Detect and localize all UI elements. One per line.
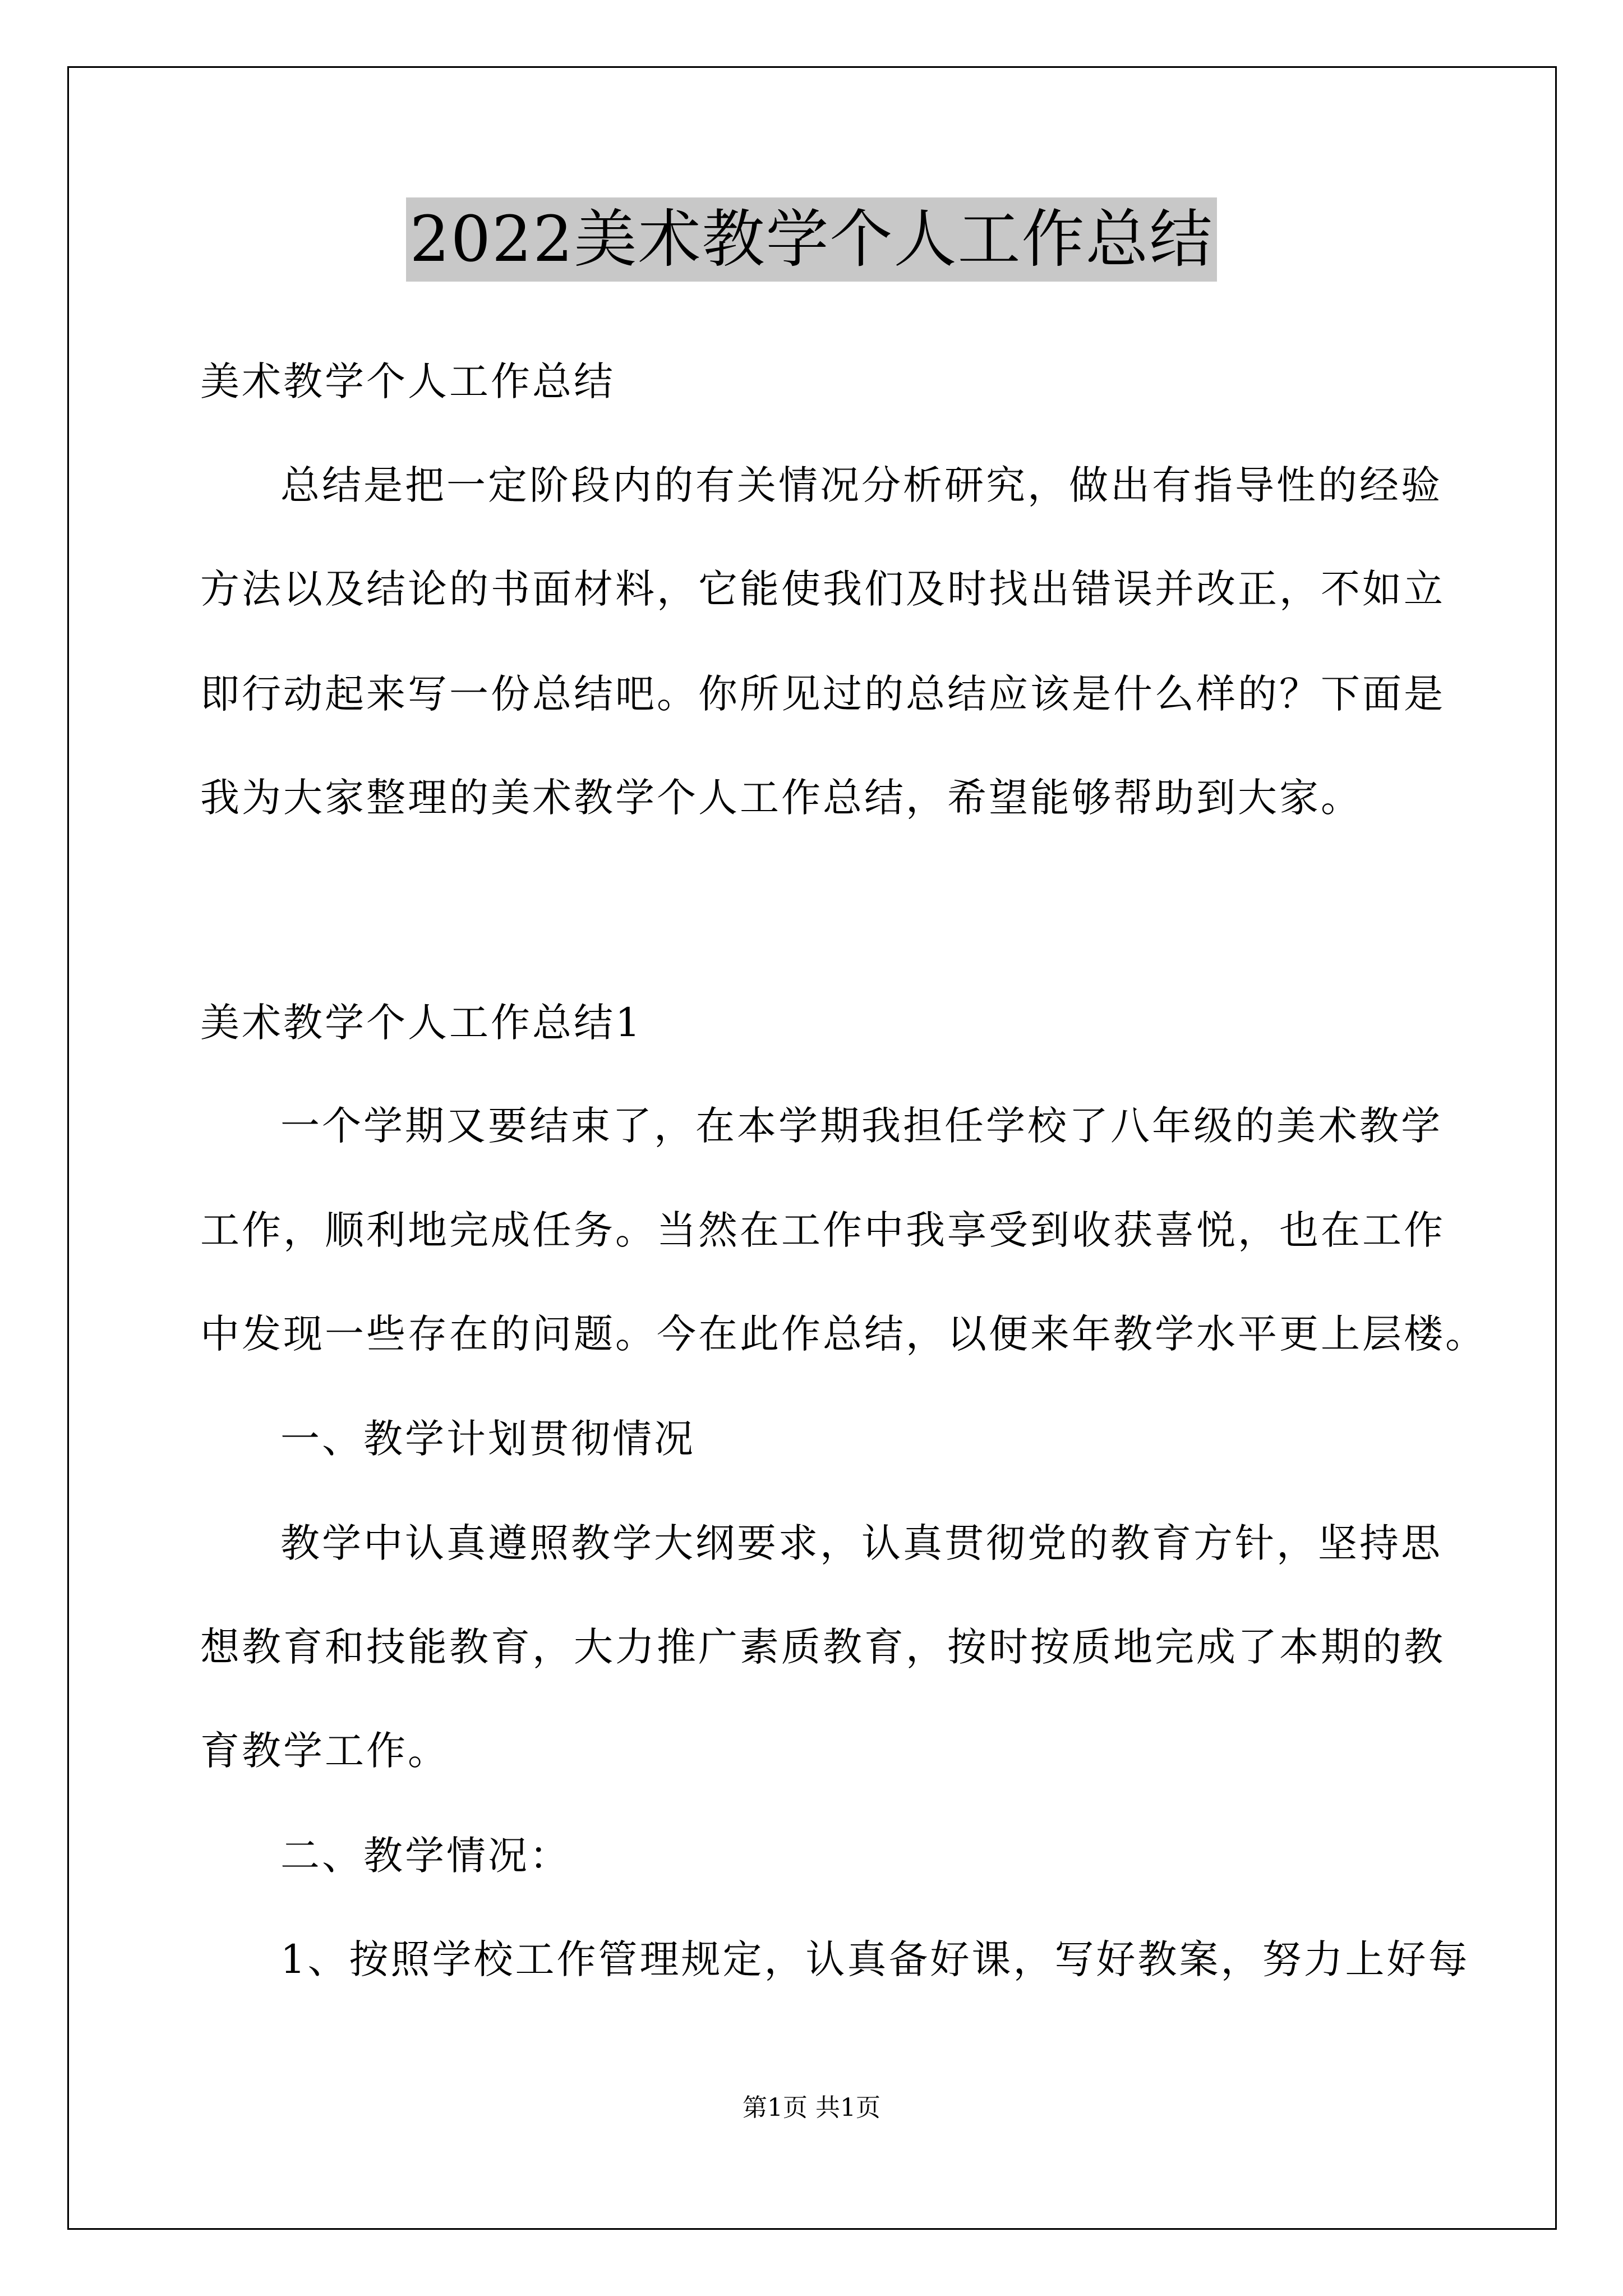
title-container (0, 197, 1623, 282)
section-heading: 美术教学个人工作总结1 (200, 1000, 643, 1046)
paragraph-line: 即行动起来写一份总结吧。你所见过的总结应该是什么样的？下面是 (200, 671, 1445, 717)
paragraph-line: 中发现一些存在的问题。今在此作总结，以便来年教学水平更上层楼。 (200, 1311, 1487, 1357)
paragraph-line: 我为大家整理的美术教学个人工作总结，希望能够帮助到大家。 (200, 775, 1362, 821)
page-footer: 第1页 共1页 (743, 2093, 880, 2122)
subheading: 二、教学情况： (280, 1833, 571, 1879)
paragraph-line: 总结是把一定阶段内的有关情况分析研究，做出有指导性的经验 (280, 462, 1442, 508)
section-heading: 美术教学个人工作总结 (200, 358, 615, 404)
paragraph-line: 育教学工作。 (200, 1728, 449, 1774)
paragraph-line: 方法以及结论的书面材料，它能使我们及时找出错误并改正，不如立 (200, 566, 1445, 612)
paragraph-line: 教学中认真遵照教学大纲要求，认真贯彻党的教育方针，坚持思 (280, 1520, 1442, 1566)
document-title: 2022美术教学个人工作总结 (406, 197, 1216, 282)
paragraph-line: 1、按照学校工作管理规定，认真备好课，写好教案，努力上好每 (280, 1936, 1470, 1982)
subheading: 一、教学计划贯彻情况 (280, 1416, 695, 1462)
paragraph-line: 工作，顺利地完成任务。当然在工作中我享受到收获喜悦，也在工作 (200, 1207, 1445, 1253)
paragraph-line: 一个学期又要结束了，在本学期我担任学校了八年级的美术教学 (280, 1103, 1442, 1149)
paragraph-line: 想教育和技能教育，大力推广素质教育，按时按质地完成了本期的教 (200, 1624, 1445, 1670)
